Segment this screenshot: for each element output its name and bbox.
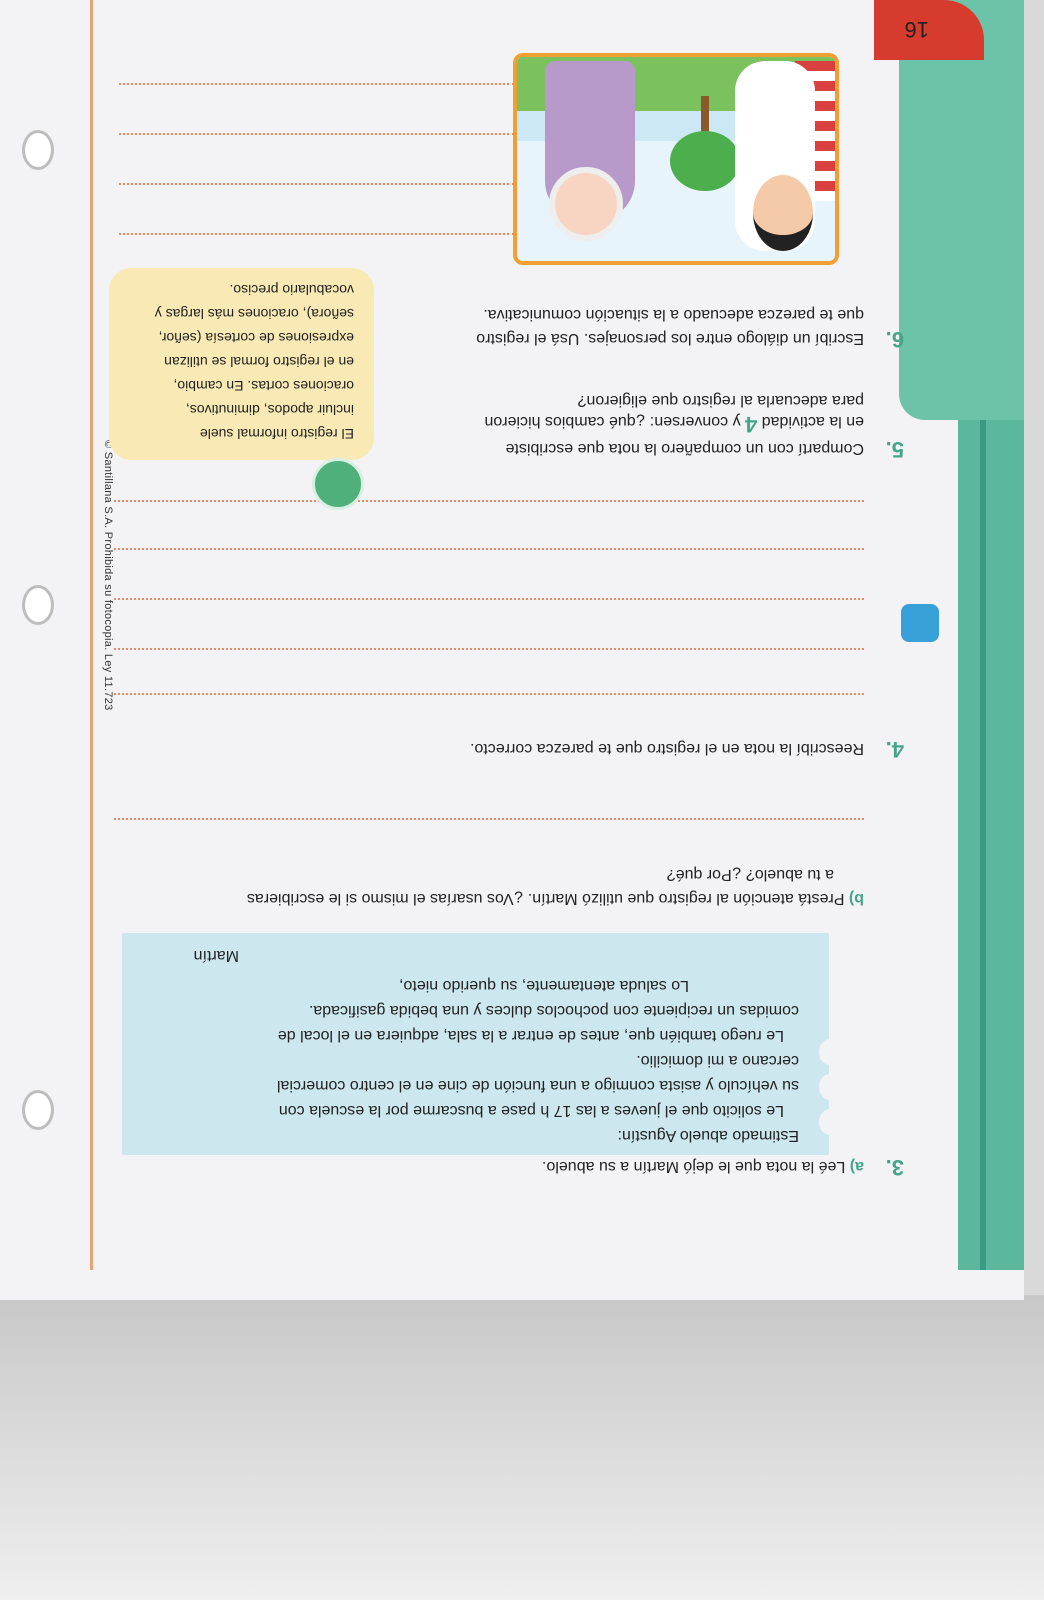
tip-arrow-icon xyxy=(312,458,364,510)
note-line: su vehículo y asista conmigo a una función de cine en el centro comercial xyxy=(276,1077,799,1094)
illustration-tree xyxy=(670,131,740,191)
copyright-notice: © Santillana S.A. Prohibida su fotocopia. Ley 11.723 xyxy=(102,440,114,711)
tip-line: expresiones de cortesía (señor, xyxy=(158,330,354,346)
answer-line[interactable] xyxy=(114,818,864,820)
illustration-boy-head xyxy=(753,175,813,251)
exercise-5-text-2 xyxy=(484,409,864,436)
exercise-3a-label: a) xyxy=(849,1158,864,1175)
exercise-5-text-1: Compartí con un compañero la nota que escribiste xyxy=(505,440,864,457)
page-corner-decoration xyxy=(874,0,984,60)
tip-line: señora), oraciones más largas y xyxy=(154,306,354,322)
exercise-4-number: 4. xyxy=(885,737,904,762)
note-signature: Martín xyxy=(193,947,239,964)
binder-ring-icon xyxy=(22,130,54,170)
answer-line[interactable] xyxy=(114,693,864,695)
exercise-3a-prompt xyxy=(542,1154,864,1178)
exercise-3-number: 3. xyxy=(885,1155,904,1180)
grandmother-boy-illustration xyxy=(513,53,839,265)
exercise-5-text-2a: en la actividad xyxy=(757,413,864,430)
answer-line[interactable] xyxy=(114,598,864,600)
note-closing: Lo saluda atentamente, su querido nieto, xyxy=(399,977,689,994)
exercise-3a-text: Leé la nota que le dejó Martín a su abuelo. xyxy=(541,1158,846,1175)
exercise-5-text-2b: y conversen: ¿qué cambios hicieron xyxy=(484,413,746,430)
tip-box xyxy=(109,268,374,460)
note-line: Le solicito que el jueves a las 17 h pase a buscarme por la escuela con xyxy=(278,1102,784,1119)
answer-line[interactable] xyxy=(119,83,514,85)
exercise-6-text-1: Escribí un diálogo entre los personajes. Usá el registro xyxy=(476,330,864,347)
exercise-3b-text-2: a tu abuelo? ¿Por qué? xyxy=(666,866,834,883)
binder-ring-icon xyxy=(22,585,54,625)
answer-line[interactable] xyxy=(119,183,514,185)
page-number: 16 xyxy=(904,17,929,42)
note-hole xyxy=(819,1039,841,1065)
tip-line: incluir apodos, diminutivos, xyxy=(185,402,354,418)
tip-line: El registro informal suele xyxy=(199,426,354,442)
exercise-3b-prompt xyxy=(247,886,864,910)
illustration-tree-trunk xyxy=(701,96,709,136)
exercise-6-number: 6. xyxy=(885,327,904,352)
note-hole xyxy=(819,1074,841,1100)
note-hole xyxy=(819,1109,841,1135)
exercise-3b-text-1: Prestá atención al registro que utilizó Martín. ¿Vos usarías el mismo si le escribieras xyxy=(246,890,845,907)
tip-line: vocabulario preciso. xyxy=(229,282,354,298)
tip-line: en el registro formal se utilizan xyxy=(164,354,354,370)
side-tab xyxy=(899,0,1024,420)
note-card xyxy=(122,933,829,1155)
tip-line: oraciones cortas. En cambio, xyxy=(173,378,354,394)
scan-shadow xyxy=(0,1295,1044,1600)
answer-line[interactable] xyxy=(114,548,864,550)
activity-reference: 4 xyxy=(745,412,758,437)
note-line: comidas un recipiente con pochoclos dulces y una bebida gasificada. xyxy=(308,1002,799,1019)
exercise-4-text: Reescribí la nota en el registro que te parezca correcto. xyxy=(470,740,864,757)
note-line: cercano a mi domicilio. xyxy=(636,1052,799,1069)
exercise-5-number: 5. xyxy=(885,437,904,462)
answer-line[interactable] xyxy=(114,500,864,502)
note-line: Le ruego también que, antes de entrar a la sala, adquiera en el local de xyxy=(277,1027,784,1044)
exercise-3b-label: b) xyxy=(848,890,864,907)
exercise-6-text-2: que te parezca adecuado a la situación comunicativa. xyxy=(483,306,864,323)
exercise-5-text-3: para adecuarla al registro que eligieron? xyxy=(577,392,864,409)
answer-line[interactable] xyxy=(114,648,864,650)
answer-line[interactable] xyxy=(119,133,514,135)
margin-line xyxy=(90,0,93,1270)
answer-line[interactable] xyxy=(119,233,514,235)
binder-ring-icon xyxy=(22,1090,54,1130)
note-greeting: Estimado abuelo Agustín: xyxy=(617,1127,799,1144)
pair-work-icon xyxy=(901,604,939,642)
illustration-grandmother-head xyxy=(549,167,623,241)
